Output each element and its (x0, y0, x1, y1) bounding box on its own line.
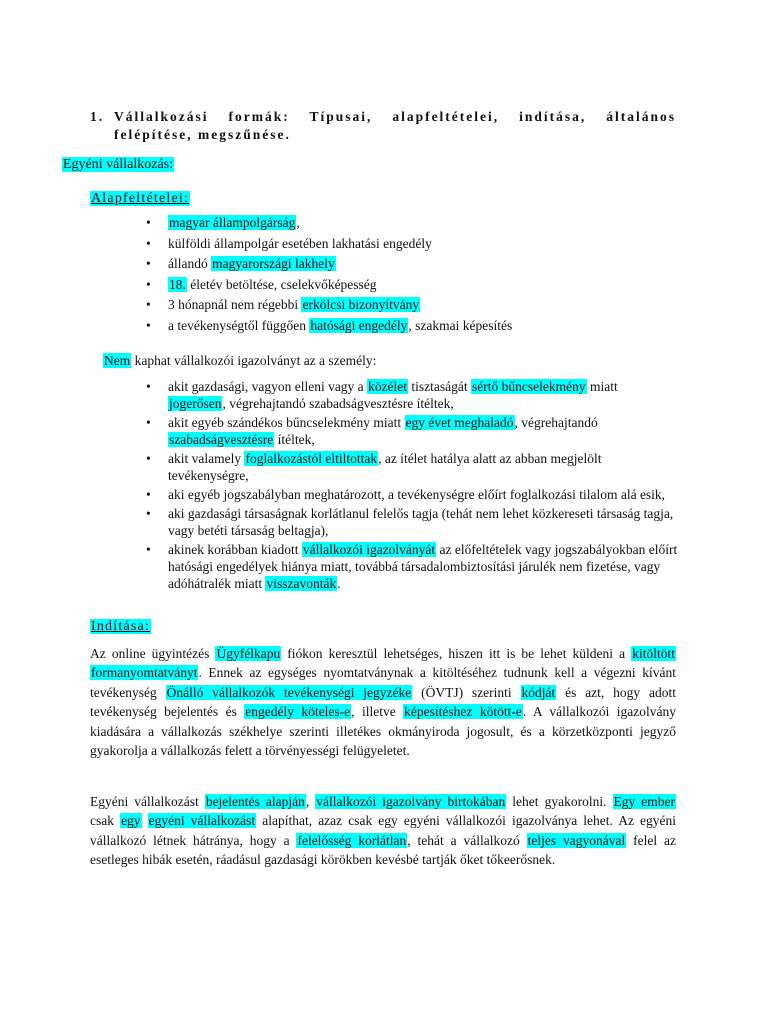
text-run: , (305, 794, 316, 809)
text-run: miatt (586, 379, 618, 394)
highlighted-text: Önálló vállalkozók tevékenységi jegyzéke (166, 684, 412, 700)
highlighted-text: vállalkozói igazolvány birtokában (316, 794, 506, 809)
text-run: fiókon keresztül lehetséges, hiszen itt is be lehet küldeni a (281, 646, 632, 661)
paragraph-egyeni-vallalkozas (90, 792, 676, 870)
list-item (168, 316, 512, 337)
list-item (168, 450, 678, 484)
list-item (168, 254, 512, 275)
text-run: akit valamely (168, 451, 245, 466)
text-run: a tevékenységtől függően (168, 317, 310, 333)
text-run: , tehát a vállalkozó (407, 832, 527, 848)
text-run: Egyéni vállalkozást (90, 794, 205, 809)
highlighted-text: felelősség korlátlan (297, 832, 407, 848)
highlighted-text: Nem (104, 353, 131, 368)
highlighted-text: hatósági engedély (310, 317, 408, 333)
highlighted-text: egy évet meghaladó (405, 415, 514, 430)
highlighted-text: engedély köteles-e (245, 704, 351, 720)
text-run: , az ítélet hatálya alatt az abban megjelölt tevékenységre, (168, 451, 602, 483)
text-run: alapíthat, azaz csak egy egyéni vállalkozói igazolványa lehet. Az egyéni vállalkozó létnek hátránya, hogy a (90, 813, 676, 848)
highlighted-text: visszavonták (266, 576, 337, 591)
highlighted-text: egyéni vállalkozást (148, 813, 256, 829)
text-run: állandó (168, 256, 212, 272)
highlighted-text: teljes vagyonával (527, 832, 626, 848)
highlighted-text: vállalkozói igazolványát (302, 542, 436, 557)
list-item (168, 541, 678, 592)
list-item (168, 234, 512, 255)
heading-alapfeltetelei-text: Alapfeltételei: (91, 191, 190, 206)
text-run: ítéltek, (274, 432, 315, 447)
highlighted-text: közélet (368, 379, 408, 394)
text-run: aki egyéb jogszabályban meghatározott, a tevékenységre előírt foglalkozási tilalom alá esik, (168, 487, 666, 502)
highlighted-text: foglalkozástól eltiltottak (245, 451, 378, 466)
exclusions-list (168, 378, 678, 594)
text-run: Az online ügyintézés (90, 646, 216, 661)
nem-intro (103, 352, 376, 370)
highlighted-text: Ügyfélkapu (216, 646, 281, 661)
text-run: akinek korábban kiadott (168, 542, 302, 557)
text-run: . A vállalkozói igazolvány kiadására a vállalkozás székhelye szerinti illetékes okmányiroda jogosult, és a körzetközponti jegyző gyakorolja a vállalkozás felett a törvényességi felügyeletet. (90, 704, 676, 759)
text-run: tisztaságát (408, 379, 472, 394)
highlighted-text: erkölcsi bizonyítvány (302, 297, 420, 313)
text-run: , (296, 215, 300, 230)
text-run: lehet gyakorolni. (506, 794, 613, 809)
conditions-list (168, 213, 512, 337)
list-item (168, 414, 678, 448)
list-item (168, 505, 678, 539)
text-run: akit egyéb szándékos bűncselekmény miatt (168, 415, 405, 430)
text-run: (ÖVTJ) szerinti (412, 684, 521, 700)
text-run: külföldi állampolgár esetében lakhatási engedély (168, 235, 432, 251)
text-run: aki gazdasági társaságnak korlátlanul felelős tagja (tehát nem lehet közkereseti társaság tagja, vagy betéti társaság beltagja), (168, 506, 674, 538)
paragraph-inditasa (90, 644, 676, 760)
list-item (168, 213, 512, 234)
text-run: életév betöltése, cselekvőképesség (186, 276, 377, 292)
list-item (168, 295, 512, 316)
section-title (90, 108, 676, 144)
highlighted-text: 18. (169, 276, 186, 292)
section-number: 1. (90, 109, 105, 124)
text-run: az előfeltételek vagy jogszabályokban előírt hatósági engedélyek hiánya miatt, továbbá társadalombiztosítási járulék nem fizetése, vagy adóhátralék miatt (168, 542, 678, 591)
highlighted-text: magyarországi lakhely (212, 256, 335, 272)
heading-inditasa (90, 618, 151, 636)
text-run: , végrehajtandó (514, 415, 598, 430)
text-run: felel az esetleges hibák esetén, ráadásul gazdasági körökben kevésbé tartják őket tőkeerősnek. (90, 832, 676, 868)
highlighted-text: magyar állampolgárság (169, 215, 296, 230)
list-item (168, 486, 678, 503)
heading-egyeni-vallalkozas (62, 156, 174, 174)
heading-alapfeltetelei (90, 190, 190, 208)
text-run: 3 hónapnál nem régebbi (168, 297, 302, 313)
highlighted-text: egy (121, 813, 141, 829)
text-run: . Ennek az egységes nyomtatványnak a kitöltéséhez tudnunk kell a végezni kívánt tevékenység (90, 665, 676, 700)
text-run: akit gazdasági, vagyon elleni vagy a (168, 379, 368, 394)
list-item (168, 275, 512, 296)
text-run: és azt, hogy adott tevékenység bejelentés és (90, 684, 676, 720)
section-title-text: Vállalkozási formák: Típusai, alapfeltételei, indítása, általános felépítése, megszűnése. (114, 109, 676, 142)
highlighted-text: formanyomtatványt (91, 665, 198, 681)
highlighted-text: bejelentés alapján (205, 794, 305, 809)
highlighted-text: szabadságvesztésre (169, 432, 274, 447)
text-run: . (337, 576, 341, 591)
text-run: , szakmai képesítés (408, 317, 513, 333)
list-item (168, 378, 678, 412)
heading-inditasa-text: Indítása: (91, 619, 151, 634)
highlighted-text: kódját (521, 684, 556, 700)
text-run (142, 813, 148, 828)
text-run: , végrehajtandó szabadságvesztésre ítéltek, (222, 396, 454, 411)
text-run: , illetve (351, 704, 404, 720)
highlighted-text: Egy ember (613, 794, 676, 809)
text-run: kaphat vállalkozói igazolványt az a személy: (131, 353, 377, 368)
highlighted-text: kitöltött (632, 646, 675, 661)
highlighted-text: jogerősen (169, 396, 222, 411)
heading-egyeni-text: Egyéni vállalkozás: (63, 157, 174, 172)
highlighted-text: képesítéshez kötött-e (404, 704, 522, 720)
text-run: csak (90, 813, 121, 829)
highlighted-text: sértő bűncselekmény (472, 379, 586, 394)
